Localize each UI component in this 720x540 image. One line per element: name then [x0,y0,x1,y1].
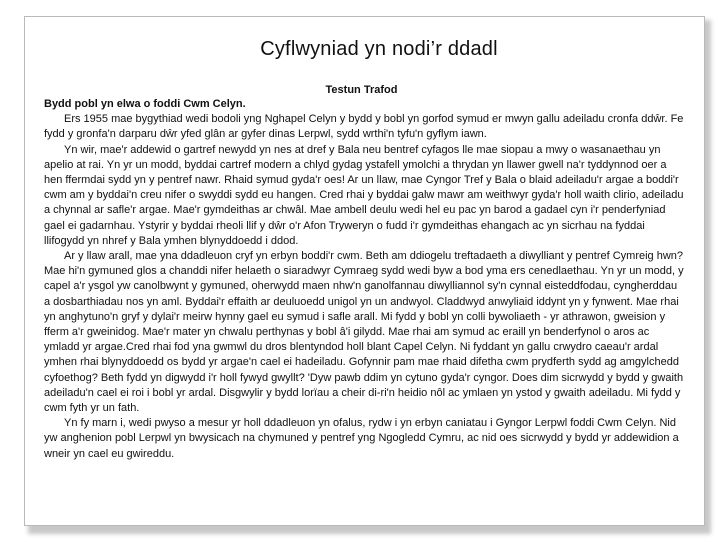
essay-body [44,97,684,462]
essay-paragraph-conclusion: Yn fy marn i, wedi pwyso a mesur yr holl ddadleuon yn ofalus, rydw i yn erbyn caniatau i Gyngor Lerpwl foddi Cwm Celyn. Nid yw anghenion pobl Lerpwl yn bwysicach na chymuned y pentref yng Ngogledd Cymru, ac nid oes sicrwydd y bydd yr addewidion a wneir yn cael eu gwireddu. [44,417,679,460]
essay-paragraph-introduction: Ers 1955 mae bygythiad wedi bodoli yng Nghapel Celyn y bydd y bobl yn gorfod symud er mwyn gallu adeiladu cronfa ddŵr. Fe fydd y gronfa'n darparu dŵr yfed glân ar gyfer dinas Lerpwl, sydd wrthi'n tyfu'n gyflym iawn. [44,113,684,141]
essay-lead-statement: Bydd pobl yn elwa o foddi Cwm Celyn. [44,98,246,110]
essay-paragraph-arguments-against: Ar y llaw arall, mae yna ddadleuon cryf yn erbyn boddi'r cwm. Beth am ddiogelu treftadaeth a diwylliant y pentref Cymreig hwn? Mae hi'n gymuned glos a chanddi nifer helaeth o siaradwyr Cymraeg sydd wedi byw a bod yma ers cenedlaethau. Yn yr un modd, y capel a'r ysgol yw canolbwynt y gymuned, oherwydd maen nhw'n ganolfannau diwylliannol sy'n cynnal eisteddfodau, cyngherddau a dosbarthiadau nos yn aml. Byddai'r effaith ar deuluoedd unigol yn un andwyol. Claddwyd anwyliaid iddynt yn y fynwent. Mae rhai yn anghytuno'n gryf y dylai'r meirw hynny gael eu symud i safle arall. Mi fydd y bobl yn colli bywoliaeth - yr athrawon, gweision y fferm a'r gweinidog. Mae'r mater yn chwalu perthynas y bobl â'i gilydd. Mae rhai am symud ac eraill yn benderfynol o aros ac ymladd yr argae.Cred rhai fod yna gwmwl du dros blentyndod holl blant Capel Celyn. Ni fyddant yn gallu crwydro caeau'r ardal ymhen rhai blynyddoedd os bydd yr argae'n cael ei hadeiladu. Gofynnir pam mae rhaid difetha cwm prydferth sydd ag amgylchedd cyfoethog? Beth fydd yn digwydd i'r holl fywyd gwyllt? 'Dyw pawb ddim yn cytuno gyda'r cyngor. Does dim sicrwydd y bydd y gwaith adeiladu'n cael ei roi i bobl yr ardal. Disgwylir y bydd lorïau a cheir di-ri'n heidio nôl ac ymlaen yn ystod y gwaith adeiladu. Mi fydd y cwm fyth yr un fath. [44,250,684,415]
slide-title: Cyflwyniad yn nodi’r ddadl [260,38,498,60]
slide-subtitle: Testun Trafod [325,84,398,96]
essay-paragraph-arguments-for: Yn wir, mae'r addewid o gartref newydd yn nes at dref y Bala neu bentref cyfagos lle mae siopau a mwy o wasanaethau yn apelio at rai. Yn yr un modd, byddai cartref modern a chlyd gydag ystafell ymolchi a thrydan yn llawer gwell na'r tyddynnod oer a hen ffermdai sydd yn y pentref nawr. Rhaid symud gyda'r oes! Ar un llaw, mae Cyngor Tref y Bala o blaid adeiladu'r argae a boddi'r cwm am y byddai'n creu nifer o swyddi sydd eu hangen. Cred rhai y byddai galw mawr am weithwyr gyda'r holl waith clirio, adeiladu a chynnal ar safle'r argae. Mae'r gymdeithas ar chwâl. Mae ambell deulu wedi hel eu pac yn barod a gadael cyn i'r penderfyniad gael ei gadarnhau. Ystyrir y byddai rheoli llif y dŵr o'r Afon Tryweryn o fudd i'r gymdeithas ehangach ac yn sicrhau na fyddai llifogydd yn nhref y Bala ymhen blynyddoedd i ddod. [44,143,684,247]
